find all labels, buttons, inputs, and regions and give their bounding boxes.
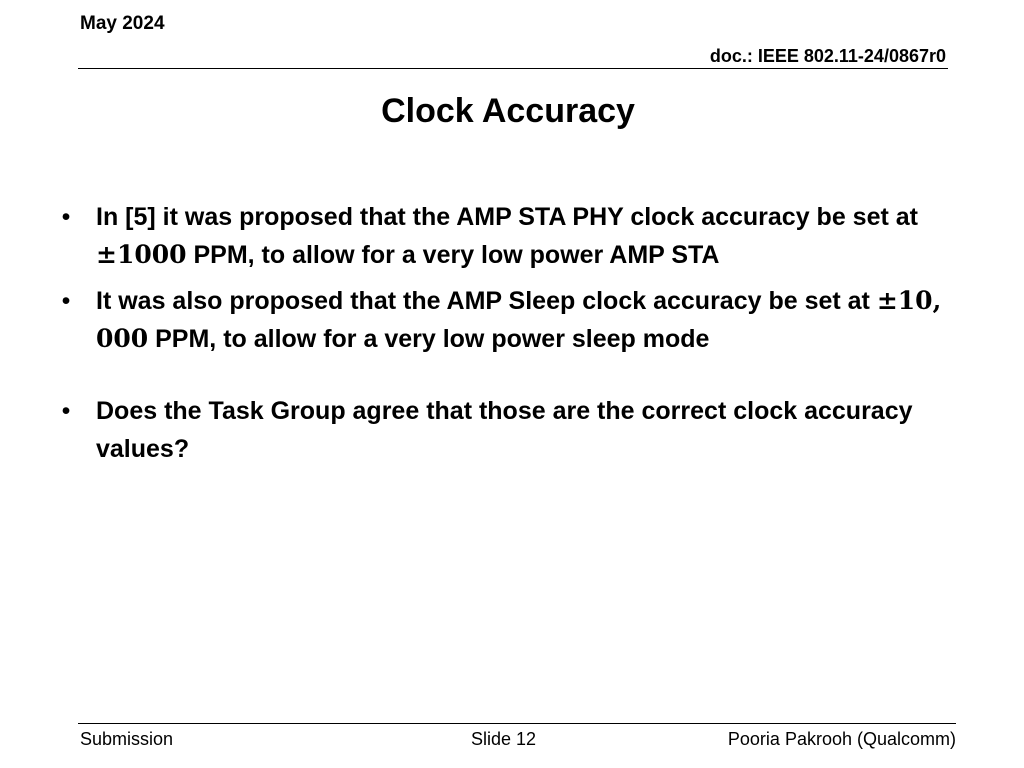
bullet-text: It was also proposed that the AMP Sleep clock accuracy be set at <box>96 287 877 315</box>
bullet-icon: • <box>61 397 71 425</box>
math-value: ±1000 <box>96 240 187 269</box>
header-divider <box>78 68 948 69</box>
footer-divider <box>78 723 956 724</box>
document-id: doc.: IEEE 802.11-24/0867r0 <box>709 46 946 66</box>
slide-number: Slide 12 <box>471 729 537 749</box>
footer-submission: Submission <box>80 729 174 749</box>
bullet-icon: • <box>61 287 71 315</box>
bullet-text: In [5] it was proposed that the AMP STA PHY clock accuracy be set at <box>96 203 918 231</box>
math-value: ±10, 000 <box>96 286 942 353</box>
bullet-text: PPM, to allow for a very low power AMP STA <box>186 241 720 269</box>
bullet-item <box>56 198 956 274</box>
slide-title: Clock Accuracy <box>381 92 635 130</box>
bullet-list <box>56 198 956 476</box>
bullet-item <box>56 392 956 468</box>
footer-author: Pooria Pakrooh (Qualcomm) <box>727 729 956 749</box>
bullet-icon: • <box>61 203 71 231</box>
header-date: May 2024 <box>80 13 165 34</box>
bullet-text: Does the Task Group agree that those are the correct clock accuracy values? <box>96 397 913 463</box>
bullet-item <box>56 282 956 358</box>
bullet-text: PPM, to allow for a very low power sleep mode <box>148 325 710 353</box>
